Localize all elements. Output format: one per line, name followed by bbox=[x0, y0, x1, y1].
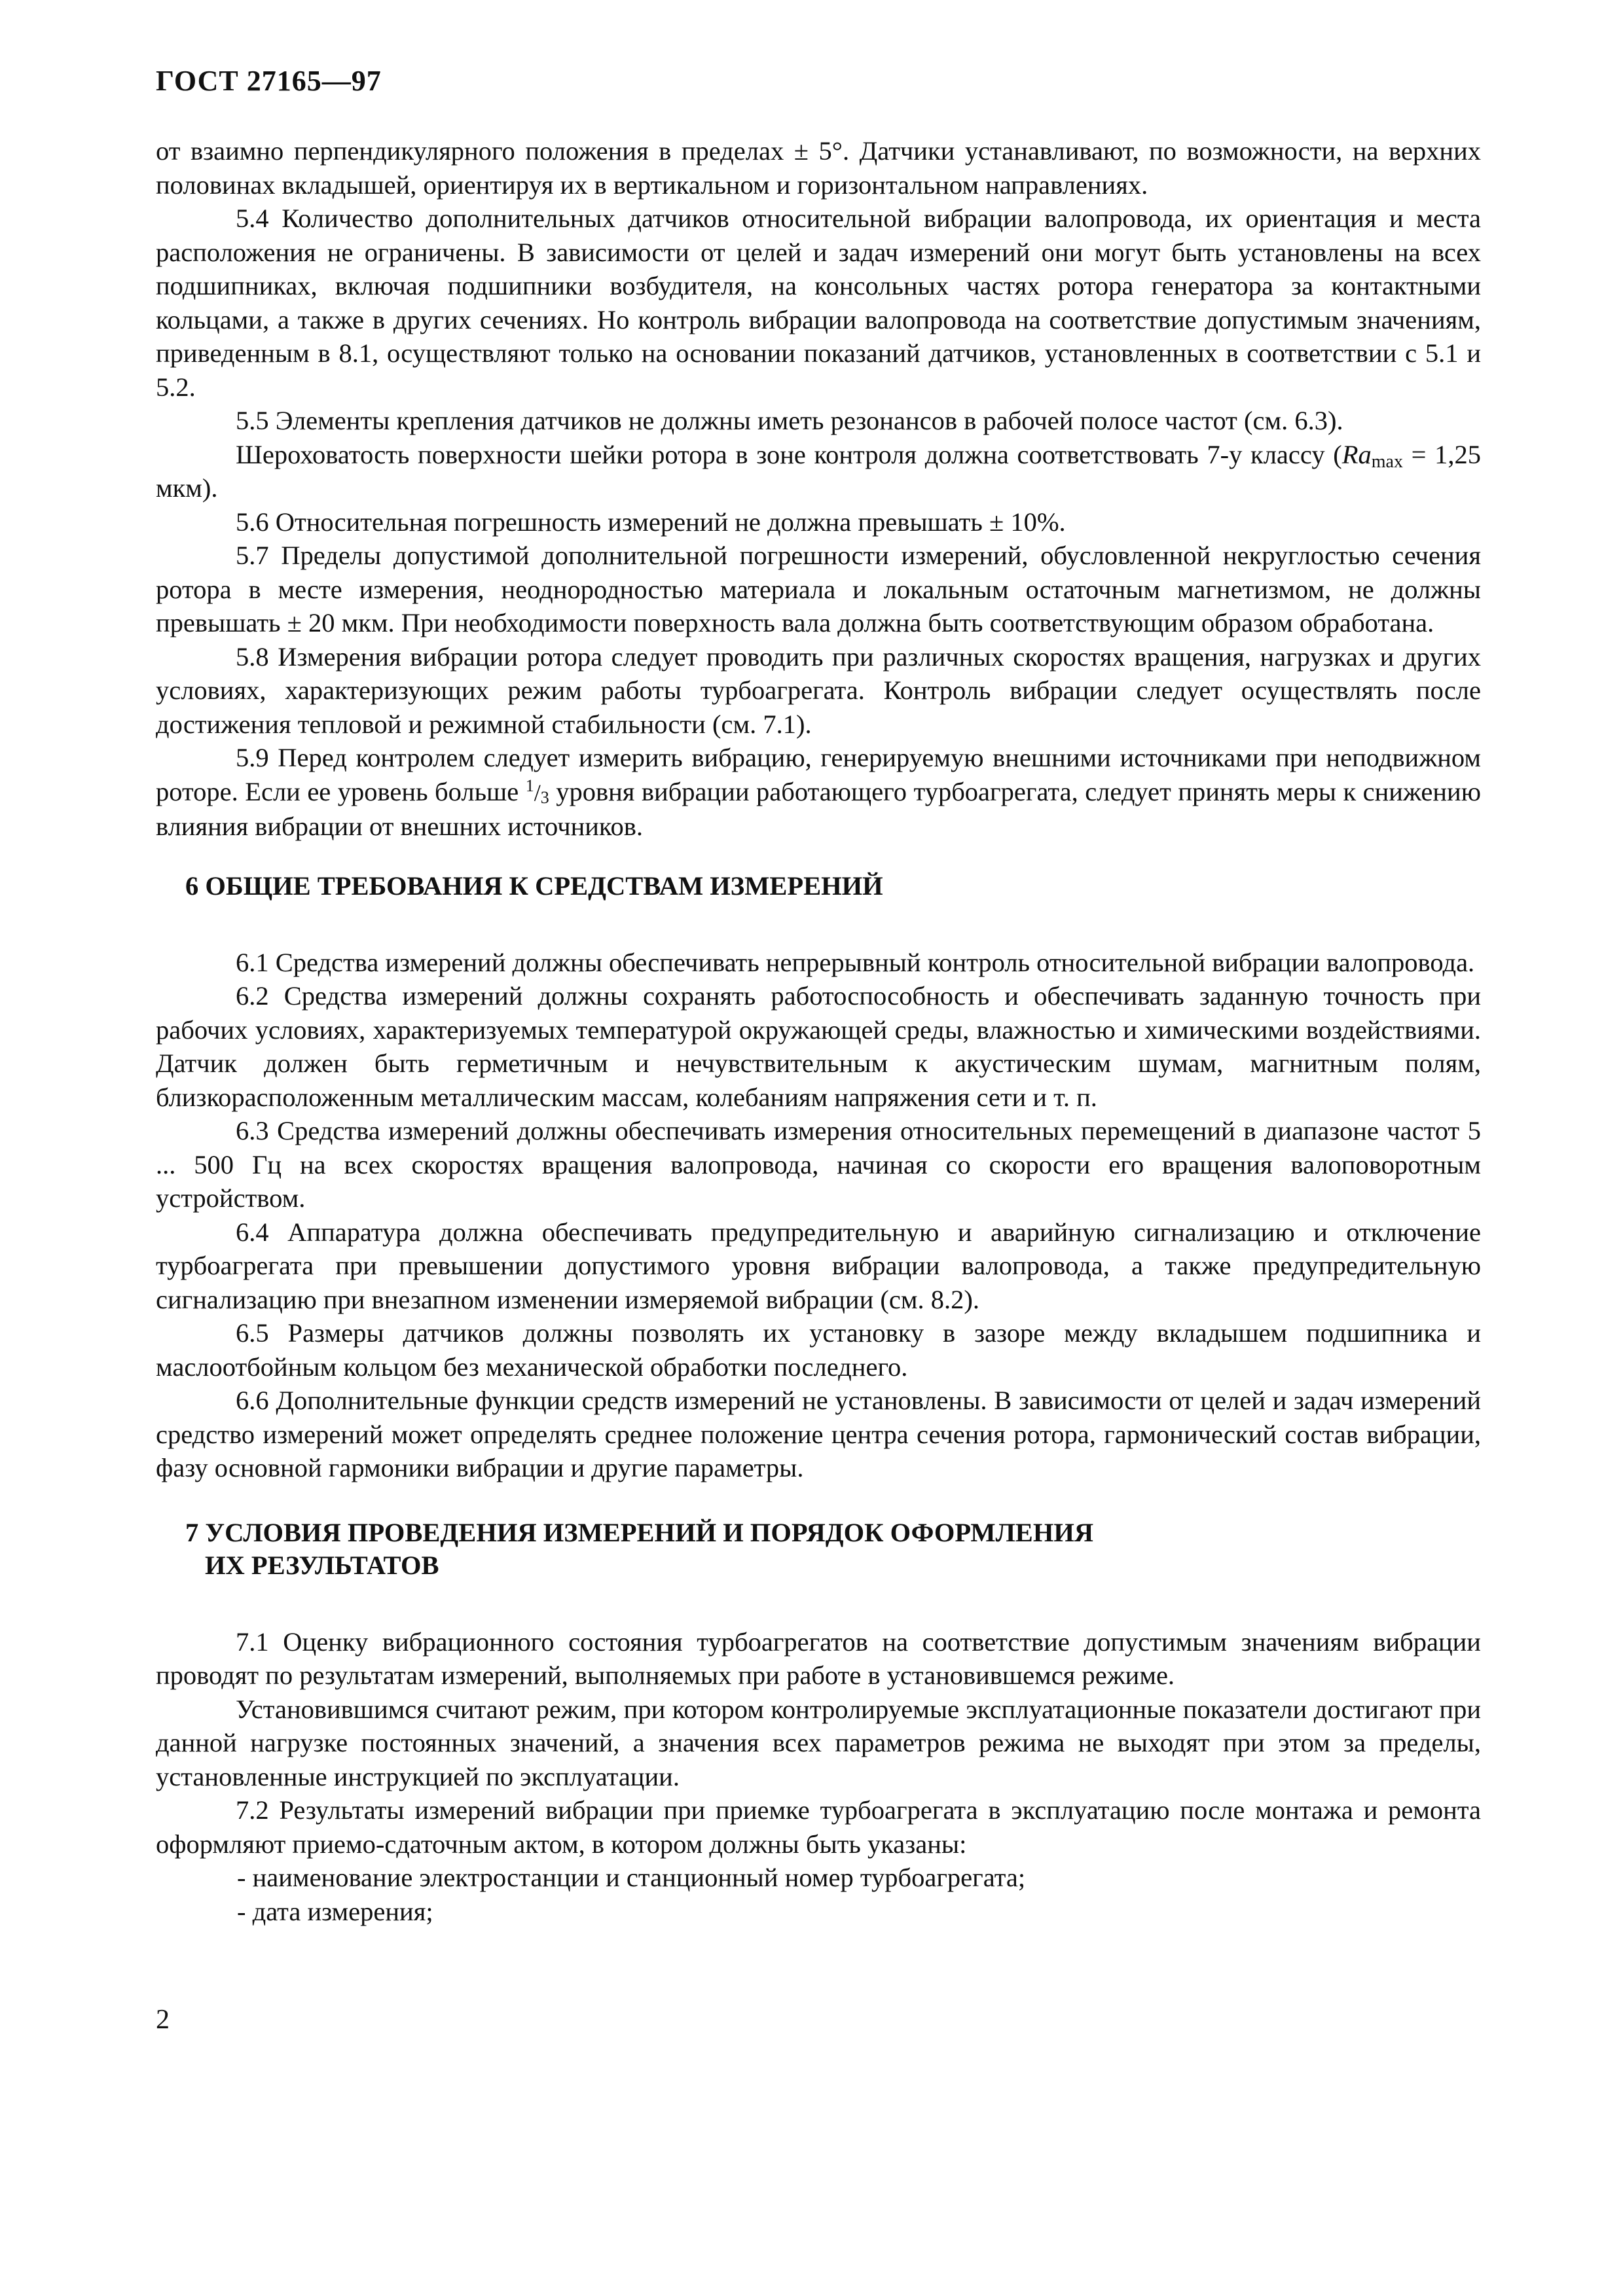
paragraph-5-5-roughness: Шероховатость поверхности шейки ротора в зоне контроля должна соответствовать 7-у классу ($Ra_{max} = 1,25$ мкм). bbox=[156, 439, 1482, 503]
paragraph-7-1-steady-state: Установившимся считают режим, при котором контролируемые эксплуатационные показатели достигают при данной нагрузке постоянных значений, а значения всех параметров режима не выходят при этом за пределы, установленные инструкцией по эксплуатации. bbox=[156, 1694, 1481, 1791]
paragraph-5-6: 5.6 Относительная погрешность измерений не должна превышать ± 10%. bbox=[236, 507, 1066, 537]
document-header: ГОСТ 27165—97 bbox=[156, 65, 382, 97]
paragraph-5-3-continuation: от взаимно перпендикулярного положения в пределах ± 5°. Датчики устанавливают, по возможности, на верхних половинах вкладышей, ориентируя их в вертикальном и горизонтальном направлениях. bbox=[156, 136, 1481, 200]
paragraph-6-3: 6.3 Средства измерений должны обеспечивать измерения относительных перемещений в диапазоне частот 5 ... 500 Гц на всех скоростях вращения валопровода, начиная со скорости его вращения валоповоротным устройством. bbox=[156, 1116, 1481, 1213]
paragraph-7-2: 7.2 Результаты измерений вибрации при приемке турбоагрегата в эксплуатацию после монтажа и ремонта оформляют приемо-сдаточным актом, в котором должны быть указаны: bbox=[156, 1795, 1481, 1859]
paragraph-6-1: 6.1 Средства измерений должны обеспечивать непрерывный контроль относительной вибрации валопровода. bbox=[236, 947, 1475, 977]
paragraph-5-7: 5.7 Пределы допустимой дополнительной погрешности измерений, обусловленной некруглостью сечения ротора в месте измерения, неоднородностью материала и локальным остаточным магнетизмом, не должны превышать ± 20 мкм. При необходимости поверхность вала должна быть соответствующим образом обработана. bbox=[156, 541, 1481, 637]
list-item: - наименование электростанции и станционный номер турбоагрегата; bbox=[237, 1863, 1026, 1892]
paragraph-5-9: 5.9 Перед контролем следует измерить вибрацию, генерируемую внешними источниками при неподвижном роторе. Если ее уровень больше $^1/_3$ уровня вибрации работающего турбоагрегата, следует принять меры к снижению влияния вибрации от внешних источников. bbox=[156, 743, 1481, 841]
page-number: 2 bbox=[156, 2005, 170, 2035]
paragraph-5-4: 5.4 Количество дополнительных датчиков относительной вибрации валопровода, их ориентация и места расположения не ограничены. В зависимости от целей и задач измерений они могут быть установлены на всех подшипниках, включая подшипники возбудителя, на консольных частях ротора генератора за контактными кольцами, а также в других сечениях. Но контроль вибрации валопровода на соответствие допустимым значениям, приведенным в 8.1, осуществляют только на основании показаний датчиков, установленных в соответствии с 5.1 и 5.2. bbox=[156, 204, 1481, 402]
document-body bbox=[156, 134, 1481, 1928]
fraction-one-third: $^1/_3$ bbox=[525, 776, 549, 807]
paragraph-7-1: 7.1 Оценку вибрационного состояния турбоагрегатов на соответствие допустимым значениям вибрации проводят по результатам измерений, выполняемых при работе в установившемся режиме. bbox=[156, 1626, 1481, 1690]
list-item: - дата измерения; bbox=[237, 1896, 433, 1926]
section-heading-7: 7 УСЛОВИЯ ПРОВЕДЕНИЯ ИЗМЕРЕНИЙ И ПОРЯДОК ОФОРМЛЕНИЯ ИХ РЕЗУЛЬТАТОВ bbox=[185, 1517, 1094, 1580]
paragraph-5-5: 5.5 Элементы крепления датчиков не должны иметь резонансов в рабочей полосе частот (см. 6.3). bbox=[236, 406, 1343, 435]
section-heading-6: 6 ОБЩИЕ ТРЕБОВАНИЯ К СРЕДСТВАМ ИЗМЕРЕНИЙ bbox=[185, 870, 883, 901]
paragraph-5-8: 5.8 Измерения вибрации ротора следует проводить при различных скоростях вращения, нагрузках и других условиях, характеризующих режим работы турбоагрегата. Контроль вибрации следует осуществлять после достижения тепловой и режимной стабильности (см. 7.1). bbox=[156, 641, 1481, 739]
paragraph-6-5: 6.5 Размеры датчиков должны позволять их установку в зазоре между вкладышем подшипника и маслоотбойным кольцом без механической обработки последнего. bbox=[156, 1318, 1481, 1382]
paragraph-6-6: 6.6 Дополнительные функции средств измерений не установлены. В зависимости от целей и задач измерений средство измерений может определять среднее положение центра сечения ротора, гармонический состав вибрации, фазу основной гармоники вибрации и другие параметры. bbox=[156, 1386, 1481, 1482]
paragraph-6-4: 6.4 Аппаратура должна обеспечивать предупредительную и аварийную сигнализацию и отключение турбоагрегата при превышении допустимого уровня вибрации валопровода, а также предупредительную сигнализацию при внезапном изменении измеряемой вибрации (см. 8.2). bbox=[156, 1217, 1481, 1314]
paragraph-6-2: 6.2 Средства измерений должны сохранять работоспособность и обеспечивать заданную точность при рабочих условиях, характеризуемых температурой окружающей среды, влажностью и химическими воздействиями. Датчик должен быть герметичным и нечувствительным к акустическим шумам, магнитным полям, близкорасположенным металлическим массам, колебаниям напряжения сети и т. п. bbox=[156, 981, 1481, 1112]
document-page bbox=[156, 0, 1481, 2296]
